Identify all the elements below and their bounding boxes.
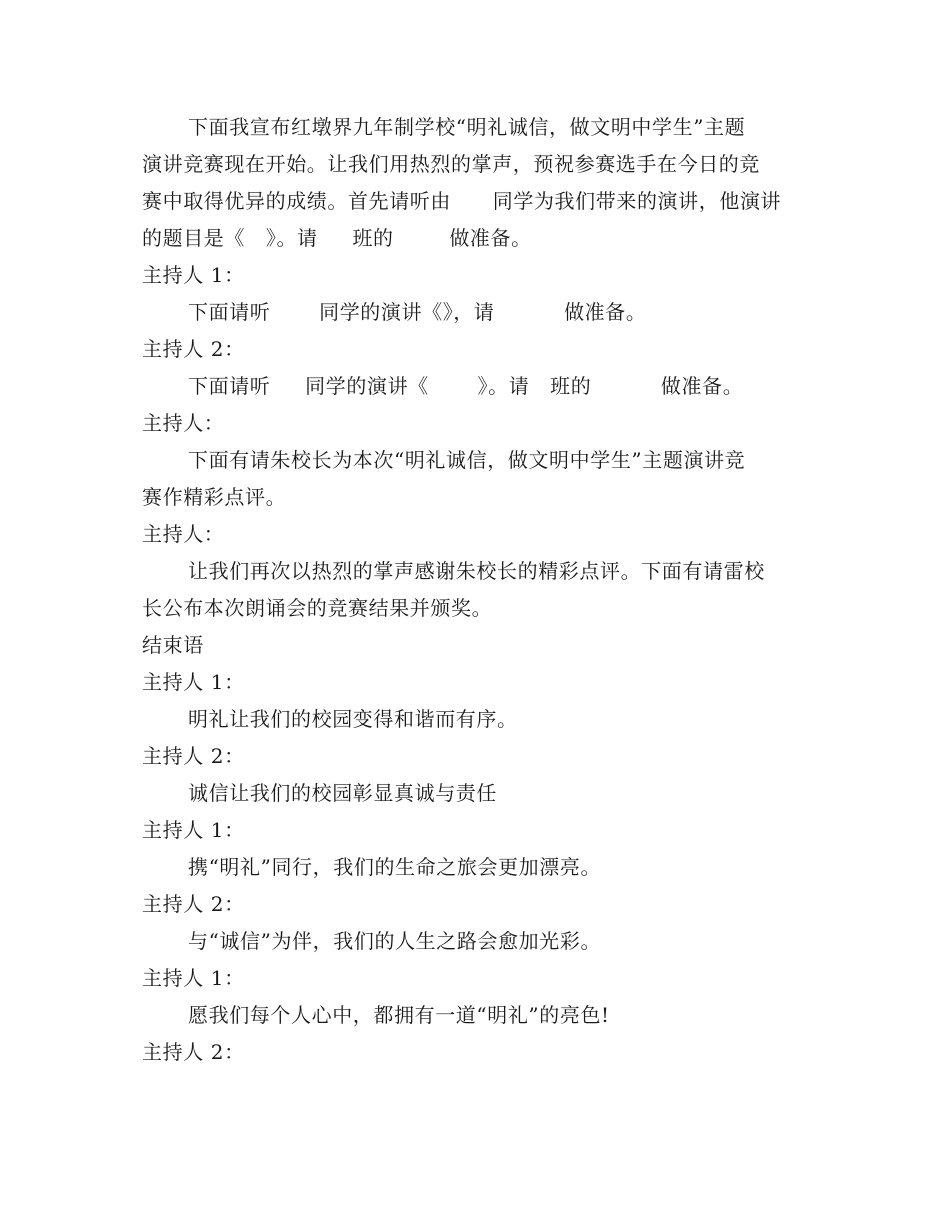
paragraph-line: 下面请听 同学的演讲《》，请 做准备。: [188, 300, 647, 324]
section-heading: 结束语: [142, 633, 204, 657]
paragraph-line: 演讲竞赛现在开始。让我们用热烈的掌声，预祝参赛选手在今日的竞: [142, 152, 760, 176]
speaker-label: 主持人 1：: [142, 263, 245, 287]
paragraph-line: 愿我们每个人心中，都拥有一道“明礼”的亮色!: [188, 1003, 610, 1027]
paragraph-line: 与“诚信”为伴，我们的人生之路会愈加光彩。: [188, 929, 602, 953]
paragraph-line: 长公布本次朗诵会的竞赛结果并颁奖。: [142, 596, 493, 620]
paragraph-line: 明礼让我们的校园变得和谐而有序。: [188, 707, 518, 731]
speaker-label: 主持人 2：: [142, 744, 245, 768]
paragraph-line: 赛作精彩点评。: [142, 485, 287, 509]
speaker-label: 主持人 1：: [142, 670, 245, 694]
paragraph-line: 下面请听 同学的演讲《 》。请 班的 做准备。: [188, 374, 744, 398]
paragraph-line: 下面有请朱校长为本次“明礼诚信，做文明中学生”主题演讲竞: [188, 448, 746, 472]
paragraph-line: 的题目是《 》。请 班的 做准备。: [142, 226, 532, 250]
paragraph-line: 让我们再次以热烈的掌声感谢朱校长的精彩点评。下面有请雷校: [188, 559, 765, 583]
speaker-label: 主持人：: [142, 411, 225, 435]
paragraph-line: 赛中取得优异的成绩。首先请听由 同学为我们带来的演讲，他演讲: [142, 189, 782, 213]
paragraph-line: 下面我宣布红墩界九年制学校“明礼诚信，做文明中学生”主题: [188, 115, 746, 139]
speaker-label: 主持人 2：: [142, 892, 245, 916]
speaker-label: 主持人 1：: [142, 966, 245, 990]
speaker-label: 主持人：: [142, 522, 225, 546]
speaker-label: 主持人 2：: [142, 1040, 245, 1064]
paragraph-line: 诚信让我们的校园彰显真诚与责任: [188, 781, 497, 805]
speaker-label: 主持人 2：: [142, 337, 245, 361]
speaker-label: 主持人 1：: [142, 818, 245, 842]
paragraph-line: 携“明礼”同行，我们的生命之旅会更加漂亮。: [188, 855, 602, 879]
